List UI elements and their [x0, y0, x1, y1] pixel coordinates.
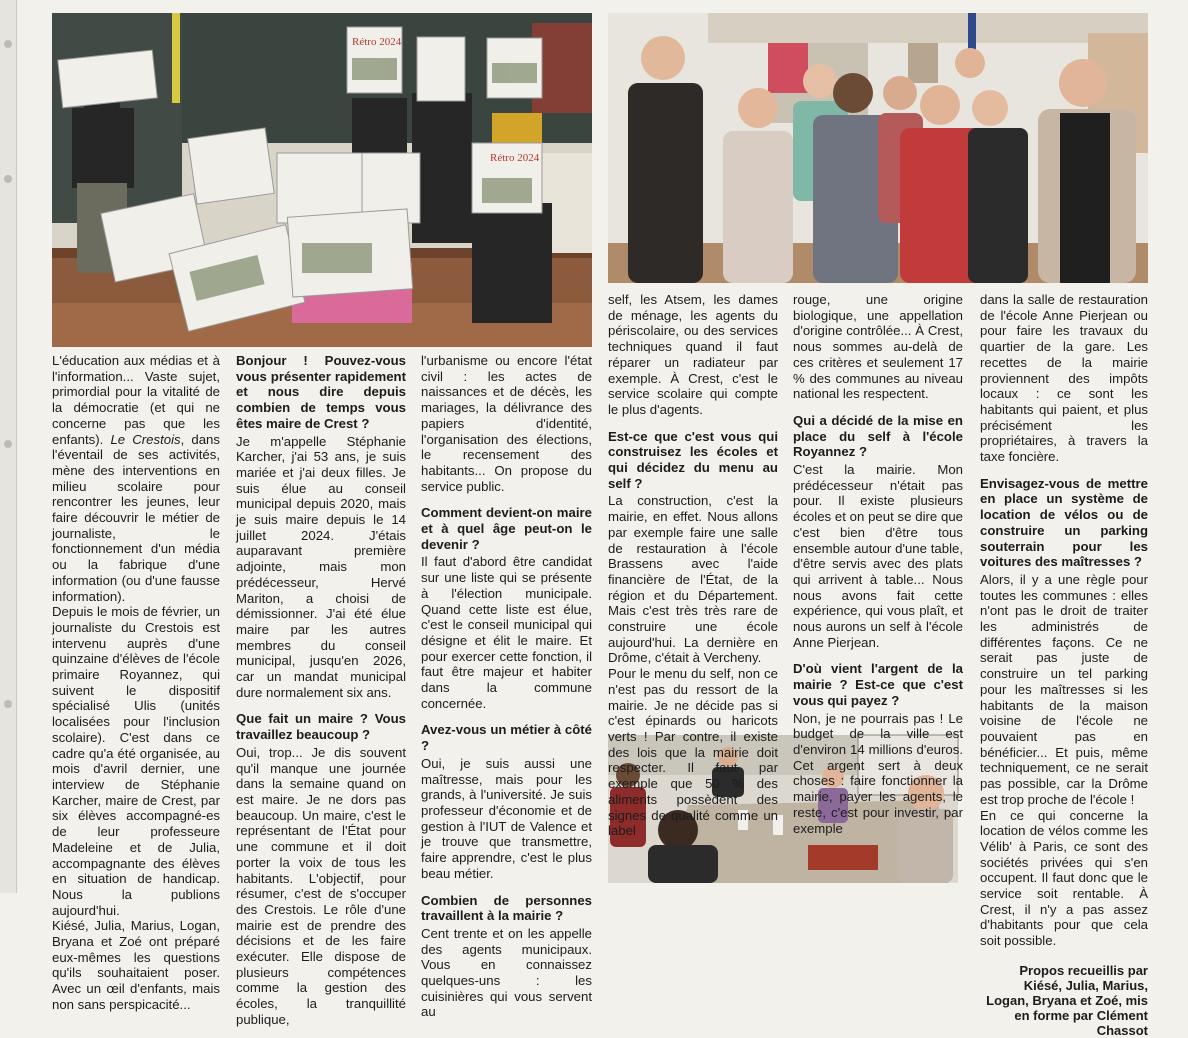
answer-paragraph: En ce qui concerne la location de vélos comme les Vélib' à Paris, ce sont des sociétés privées qui s'en occupent. Il faut donc que le service soit rentable. À Crest, il n'y a pas assez d'habitants pour que cela soit possible.: [980, 807, 1148, 949]
answer-paragraph: Cent trente et on les appelle des agents municipaux. Vous en connaissez quelques-uns : les cuisinières qui vous servent au: [421, 925, 592, 1020]
question-heading: D'où vient l'argent de la mairie ? Est-ce que c'est vous qui payez ?: [793, 661, 963, 708]
answer-paragraph: Je m'appelle Stéphanie Karcher, j'ai 53 ans, je suis mariée et j'ai deux filles. Je suis élue au conseil municipal depuis 2020, mais je suis maire depuis le 14 juillet 2024. J'étais auparavant première adjointe, mais mon prédécesseur, Hervé Mariton, a choisi de démissionner. J'ai été élue maire par les autres membres du conseil municipal, jusqu'en 2026, car un mandat municipal dure normalement six ans.: [236, 433, 406, 700]
answer-paragraph: Oui, trop... Je dis souvent qu'il manque une journée dans la semaine quand on est maire. Je ne dors pas beaucoup. Un maire, c'est le représentant de l'État pour une commune et il doit porter la voix de tous les habitants. L'objectif, pour résumer, c'est de s'occuper des Crestois. Le rôle d'une mairie est de prendre des décisions et de les faire exécuter. Elle dispose de plusieurs compétences comme la gestion des écoles, la tranquillité publique,: [236, 744, 406, 1027]
classroom-photo: [52, 13, 592, 347]
question-heading: Bonjour ! Pouvez-vous vous présenter rapidement et nous dire depuis combien de temps vous êtes maire de Crest ?: [236, 353, 406, 431]
binding-hole: [4, 175, 12, 183]
question-heading: Est-ce que c'est vous qui construisez les écoles et qui décidez du menu au self ?: [608, 428, 778, 491]
binding-hole: [4, 440, 12, 448]
interview-column-5: [980, 292, 1148, 1038]
question-heading: Avez-vous un métier à côté ?: [421, 722, 592, 754]
interview-column-1: [236, 353, 406, 1027]
binding-hole: [4, 700, 12, 708]
answer-paragraph: dans la salle de restauration de l'école Anne Pierjean ou pour faire les travaux du quartier de la gare. Les recettes de la mairie proviennent des impôts locaux : ce sont les habitants qui paient, et plus précisément les propriétaires, à travers la taxe foncière.: [980, 292, 1148, 465]
answer-paragraph: self, les Atsem, les dames de ménage, les agents du périscolaire, ou des services techniques quand il faut réparer un radiateur par exemple. À Crest, c'est le service scolaire qui compte le plus d'agents.: [608, 292, 778, 417]
answer-paragraph: Il faut d'abord être candidat sur une liste qui se présente à l'élection municipale. Quand cette liste est élue, c'est le conseil municipal qui désigne et élit le maire. Et pour exercer cette fonction, il faut être majeur et habiter dans la commune concernée.: [421, 554, 592, 711]
answer-paragraph: Pour le menu du self, non ce n'est pas du ressort de la mairie. Je ne décide pas si c'est épinards ou haricots verts ! Par contre, il existe des lois que la mairie doit respecter. Il faut par exemple que 50 % des aliments possèdent des signes de qualité comme un label: [608, 666, 778, 839]
binding-hole: [4, 40, 12, 48]
interview-column-4: [793, 292, 963, 836]
newspaper-masthead: Rétro 2024: [352, 36, 402, 48]
intro-paragraph: L'éducation aux médias et à l'information... Vaste sujet, primordial pour la vitalité de la démocratie (et qui ne concerne pas que les enfants). Le Crestois, dans l'éventail de ses activités, mène des interventions en milieu scolaire pour rencontrer les jeunes, leur faire découvrir le métier de journaliste, le fonctionnement d'un média ou la fabrique d'une information (ou d'une fausse information).: [52, 353, 220, 604]
intro-paragraph: Kiésé, Julia, Marius, Logan, Bryana et Zoé ont préparé eux-mêmes les questions qu'ils souhaitaient poser. Avec un œil d'enfants, mais non sans perspicacité...: [52, 918, 220, 1012]
answer-paragraph: rouge, une origine biologique, une appellation d'origine contrôlée... À Crest, nous sommes au-delà de ces critères et seulement 17 % des communes au niveau national les respectent.: [793, 292, 963, 402]
answer-paragraph: Oui, je suis aussi une maîtresse, mais pour les grands, à l'université. Je suis professeur d'économie et de gestion à l'IUT de Valence et je trouve que transmettre, faire apprendre, c'est le plus beau métier.: [421, 755, 592, 881]
interview-column-3: [608, 292, 778, 839]
question-heading: Que fait un maire ? Vous travaillez beaucoup ?: [236, 711, 406, 743]
answer-paragraph: Non, je ne pourrais pas ! Le budget de la ville est d'environ 14 millions d'euros. Cet argent sert à deux choses : faire fonctionner la mairie, payer les agents, le reste, c'est pour investir, par exemple: [793, 710, 963, 836]
intro-paragraph: Depuis le mois de février, un journaliste du Crestois est intervenu auprès d'une quinzaine d'élèves de l'école primaire Royannez, qui suivent le dispositif spécialisé Ulis (unités localisées pour l'inclusion scolaire). C'est dans ce cadre qu'a été organisée, au mois d'avril dernier, une interview de Stéphanie Karcher, maire de Crest, par six élèves accompagné-es de leur professeure Madeleine et de Julia, accompagnante des élèves en situation de handicap. Nous la publions aujourd'hui.: [52, 604, 220, 918]
answer-paragraph: Alors, il y a une règle pour toutes les communes : elles n'ont pas le droit de traiter les administrés de différentes façons. Ce ne serait pas juste de construire un tel parking pour les maîtresses si les habitants de la maison voisine de l'école ne pouvaient pas en bénéficier... Et puis, même techniquement, ce ne serait pas possible, car la Drôme est trop proche de l'école !: [980, 571, 1148, 807]
publication-name: Le Crestois: [110, 431, 181, 447]
question-heading: Qui a décidé de la mise en place du self à l'école Royannez ?: [793, 412, 963, 460]
question-heading: Comment devient-on maire et à quel âge peut-on le devenir ?: [421, 505, 592, 552]
group-portrait-photo: [608, 13, 1148, 283]
interview-column-2: [421, 353, 592, 1020]
byline-credit: Propos recueillis par Kiésé, Julia, Marius, Logan, Bryana et Zoé, mis en forme par Clément Chassot: [986, 962, 1148, 1038]
answer-paragraph: C'est la mairie. Mon prédécesseur n'était pas pour. Il existe plusieurs écoles et on peut se dire que c'est bien d'être tous ensemble autour d'une table, d'être servis avec des plats qui arrivent à table... Nous nous avons fait cette expérience, qui vous plaît, et nous aurons un self à l'école Anne Pierjean.: [793, 462, 963, 650]
newspaper-masthead: Rétro 2024: [490, 152, 540, 164]
question-heading: Combien de personnes travaillent à la mairie ?: [421, 892, 592, 924]
question-heading: Envisagez-vous de mettre en place un système de location de vélos ou de construire un parking souterrain pour les voitures des maîtresses ?: [980, 475, 1148, 570]
answer-paragraph: La construction, c'est la mairie, en effet. Nous allons par exemple faire une salle de restauration à l'école Brassens avec l'aide financière de l'État, de la région et du Département. Mais c'est très très rare de construire une école aujourd'hui. La dernière en Drôme, c'était à Vercheny.: [608, 493, 778, 666]
intro-column: [52, 353, 220, 1012]
page-binding-edge: [0, 0, 17, 893]
answer-paragraph: l'urbanisme ou encore l'état civil : les actes de naissances et de décès, les mariages, la délivrance des papiers d'identité, l'organisation des élections, le recensement des habitants... On propose du service public.: [421, 353, 592, 494]
